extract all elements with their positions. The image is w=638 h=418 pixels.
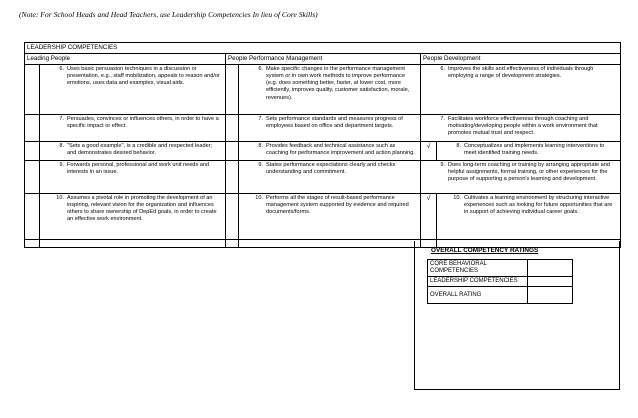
competency-row <box>25 161 621 194</box>
performance-cell <box>239 161 421 194</box>
section-title: LEADERSHIP COMPETENCIES <box>25 43 621 54</box>
item-number: 6. <box>258 66 263 72</box>
item-number: 7. <box>258 116 263 122</box>
rating-label: LEADERSHIP COMPETENCIES <box>428 277 528 287</box>
leading-people-cell <box>40 194 226 240</box>
leading-people-cell <box>40 142 226 161</box>
item-text: Performs all the stages of result-based performance management system supported by evidence and required documents/forms. <box>266 195 409 216</box>
performance-check-cell[interactable] <box>226 142 239 161</box>
section-title-row <box>25 43 621 54</box>
performance-check-cell[interactable] <box>226 65 239 115</box>
item-number: 9. <box>59 162 64 168</box>
item-number: 8. <box>258 143 263 149</box>
development-cell <box>437 142 621 161</box>
leading-people-check-cell[interactable] <box>25 115 40 142</box>
item-text: Cultivates a learning environment by structuring interactive experiences such as looking for future opportunities that are in support of achieving individual career goals. <box>464 195 613 216</box>
competency-row <box>25 115 621 142</box>
item-text: Provides feedback and technical assistance such as coaching for performance improvement and action planning. <box>266 143 415 157</box>
item-number: 8. <box>59 143 64 149</box>
blank-cell[interactable] <box>239 240 421 248</box>
item-text: Uses basic persuasion techniques in a discussion or presentation, e.g., staff mobilization, appeals to reason and/or emotions, uses data and examples, visual aids. <box>67 66 220 87</box>
performance-cell <box>239 142 421 161</box>
leading-people-check-cell[interactable] <box>25 142 40 161</box>
item-text: States performance expectations clearly and checks understanding and commitment. <box>266 162 396 176</box>
rating-label: CORE BEHAVIORAL COMPETENCIES <box>428 260 528 277</box>
development-check-cell[interactable]: √ <box>421 142 437 161</box>
item-number: 7. <box>59 116 64 122</box>
competency-row <box>25 65 621 115</box>
column-header-performance-management: People Performance Management <box>226 54 421 65</box>
item-text: Improves the skills and effectiveness of individuals through employing a range of development strategies. <box>448 66 594 80</box>
rating-label: OVERALL RATING <box>428 287 528 304</box>
performance-cell <box>239 115 421 142</box>
competency-row <box>25 194 621 240</box>
performance-check-cell[interactable] <box>226 115 239 142</box>
item-text: Facilitates workforce effectiveness through coaching and motivating/developing people within a work environment that promotes mutual trust and respect. <box>448 116 598 137</box>
performance-check-cell[interactable] <box>226 161 239 194</box>
performance-cell <box>239 65 421 115</box>
leading-people-cell <box>40 65 226 115</box>
rating-value-field[interactable] <box>528 287 573 304</box>
performance-cell <box>239 194 421 240</box>
item-number: 6. <box>59 66 64 72</box>
rating-value-field[interactable] <box>528 260 573 277</box>
development-cell <box>421 65 621 115</box>
item-number: 10. <box>453 195 461 201</box>
item-number: 6. <box>440 66 445 72</box>
development-cell <box>421 115 621 142</box>
development-check-cell[interactable]: √ <box>421 194 437 240</box>
overall-ratings-box <box>414 241 620 390</box>
column-header-leading-people: Leading People <box>25 54 226 65</box>
ratings-table <box>427 259 573 304</box>
item-text: Does long-term coaching or training by arranging appropriate and helpful assignments, formal training, or other experiences for the purpose of supporting a person's learning and development. <box>448 162 611 183</box>
development-cell <box>437 194 621 240</box>
item-text: Sets performance standards and measures progress of employees based on office and department targets. <box>266 116 403 130</box>
blank-cell[interactable] <box>25 240 40 248</box>
overall-ratings-title: OVERALL COMPETENCY RATINGS <box>431 247 539 254</box>
development-cell <box>421 161 621 194</box>
column-header-people-development: People Development <box>421 54 621 65</box>
leading-people-check-cell[interactable] <box>25 65 40 115</box>
rating-row <box>428 287 573 304</box>
item-number: 10. <box>56 195 64 201</box>
rating-row <box>428 277 573 287</box>
leading-people-cell <box>40 161 226 194</box>
leading-people-check-cell[interactable] <box>25 161 40 194</box>
item-number: 9. <box>440 162 445 168</box>
item-text: Persuades, convinces or influences others, in order to have a specific impact or effect. <box>67 116 219 130</box>
competency-table <box>24 42 621 248</box>
item-text: Forwards personal, professional and work unit needs and interests in an issue. <box>67 162 210 176</box>
performance-check-cell[interactable] <box>226 194 239 240</box>
rating-value-field[interactable] <box>528 277 573 287</box>
item-text: Conceptualizes and implements learning interventions to meet identified training needs. <box>464 143 605 157</box>
blank-cell[interactable] <box>40 240 226 248</box>
column-header-row <box>25 54 621 65</box>
item-text: Make specific changes in the performance management system or in own work methods to improve performance (e.g. does something better, faster, at lower cost, more efficiently, improves quality, customer satisfaction, morale, revenues). <box>266 66 410 101</box>
item-number: 10. <box>255 195 263 201</box>
blank-cell[interactable] <box>226 240 239 248</box>
item-text: "Sets a good example", is a credible and respected leader; and demonstrates desired behavior. <box>67 143 213 157</box>
item-number: 7. <box>440 116 445 122</box>
item-number: 8. <box>456 143 461 149</box>
rating-row <box>428 260 573 277</box>
item-number: 9. <box>258 162 263 168</box>
item-text: Assumes a pivotal role in promoting the development of an inspiring, relevant vision for the organization and influences others to share ownership of DepEd goals, in order to create an effective work environment. <box>67 195 217 223</box>
leading-people-cell <box>40 115 226 142</box>
note-text: (Note: For School Heads and Head Teachers, use Leadership Competencies In lieu of Core Skills) <box>19 10 318 19</box>
competency-row <box>25 142 621 161</box>
leading-people-check-cell[interactable] <box>25 194 40 240</box>
